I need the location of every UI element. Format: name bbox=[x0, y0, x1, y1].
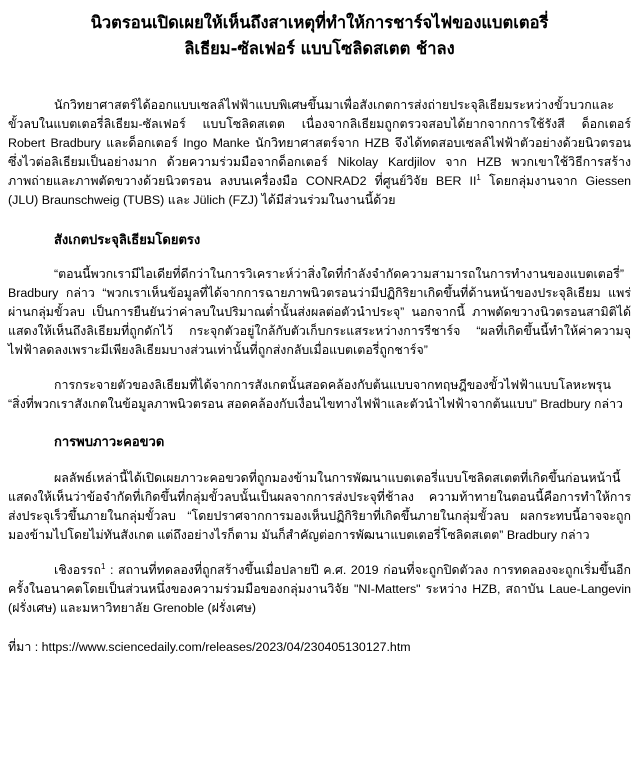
article-body bbox=[8, 96, 631, 657]
source-line bbox=[8, 638, 631, 657]
section-heading-bottleneck: การพบภาวะคอขวด bbox=[54, 434, 165, 449]
footnote bbox=[8, 561, 631, 618]
intro-text-a: นักวิทยาศาสตร์ได้ออกแบบเซลล์ไฟฟ้าแบบพิเศษขึ้นมาเพื่อสังเกตการส่งถ่ายประจุลิเธียมระหว่างขั้วบวกและขั้วลบในแบตเตอรี่ลิเธียม-ซัลเฟอร์ แบบโซลิดสเตต เนื่องจากลิเธียมถูกตรวจสอบได้ยากจากการใช้รังสี ด็อกเตอร์ Robert Bradbury และด็อกเตอร์ Ingo Manke นักวิทยาศาสตร์จาก HZB จึงได้ทดสอบเซลล์ไฟฟ้าตัวอย่างด้วยนิวตรอนซึ่งไวต่อลิเธียมเป็นอย่างมาก ด้วยความร่วมมือจากด็อกเตอร์ Nikolay Kardjilov จาก HZB พวกเขาใช้วิธีการสร้างภาพถ่ายและภาพตัดขวางด้วยนิวตรอน ลงบนเครื่องมือ CONRAD2 ที่ศูนย์วิจัย BER II bbox=[8, 98, 631, 188]
source-url: https://www.sciencedaily.com/releases/2023/04/230405130127.htm bbox=[41, 640, 411, 654]
section1-para1-text: “ตอนนี้พวกเรามีไอเดียที่ดีกว่าในการวิเคราะห์ว่าสิ่งใดที่กำลังจำกัดความสามารถในการทำงานของแบตเตอรี่” Bradbury กล่าว “พวกเราเห็นข้อมูลที่ได้จากการฉายภาพนิวตรอนว่ามีปฏิกิริยาเกิดขึ้นที่ด้านหน้าของประจุลิเธียม แพร่ผ่านกลุ่มขั้วลบ เป็นการยืนยันว่าค่าลบในปริมาณต่ำนั้นส่งผลต่อตัวนำประจุ” นอกจากนี้ ภาพตัดขวางนิวตรอนสามิติได้แสดงให้เห็นถึงลิเธียมที่ถูกดักไว้ กระจุกตัวอยู่ใกล้กับตัวเก็บกระแสระหว่างการรีชาร์จ “ผลที่เกิดขึ้นนี้ทำให้ค่าความจุไฟฟ้าลดลงเพราะมีเพียงลิเธียมบางส่วนเท่านั้นที่ถูกส่งกลับเมื่อแบตเตอรี่ถูกชาร์จ” bbox=[8, 267, 631, 357]
source-label: ที่มา bbox=[8, 640, 32, 654]
article-page bbox=[0, 10, 639, 758]
title-line-2: ลิเธียม-ซัลเฟอร์ แบบโซลิดสเตต ช้าลง bbox=[184, 39, 455, 58]
section2-paragraph-1 bbox=[8, 469, 631, 545]
footnote-text: : สถานที่ทดลองที่ถูกสร้างขึ้นเมื่อปลายปี ค.ศ. 2019 ก่อนที่จะถูกปิดตัวลง การทดลองจะถูกเริ่มขึ้นอีกครั้งในอนาคตโดยเป็นส่วนหนึ่งของความร่วมมือของกลุ่มงานวิจัย "NI-Matters" ระหว่าง HZB, สถาบัน Laue-Langevin (ฝรั่งเศษ) และมหาวิทยาลัย Grenoble (ฝรั่งเศษ) bbox=[8, 563, 631, 615]
section2-para1-text: ผลลัพธ์เหล่านี้ได้เปิดเผยภาวะคอขวดที่ถูกมองข้ามในการพัฒนาแบตเตอรี่แบบโซลิดสเตตที่เกิดขึ้นก่อนหน้านี้ แสดงให้เห็นว่าข้อจำกัดที่เกิดขึ้นที่กลุ่มขั้วลบนั้นเป็นผลจากการส่งประจุที่ช้าลง ความท้าทายในตอนนี้คือการทำให้การส่งประจุเร็วขึ้นภายในกลุ่มขั้วลบ “โดยปราศจากการมองเห็นปฏิกิริยาที่เกิดขึ้นภายในกลุ่มขั้วลบ ผลกระทบนี้อาจจะถูกมองข้ามไปโดยไม่ทันสังเกต แต่ถึงอย่างไรก็ตาม มันก็สำคัญต่อการพัฒนาแบตเตอรี่โซลิดสเตต” Bradbury กล่าว bbox=[8, 471, 631, 542]
intro-text-b: โดยกลุ่มงานจาก Giessen (JLU) Braunschweig (TUBS) และ Jülich (FZJ) ได้มีส่วนร่วมในงานนี้ด้วย bbox=[8, 174, 631, 207]
section1-para2-text: การกระจายตัวของลิเธียมที่ได้จากการสังเกตนั้นสอดคล้องกับต้นแบบจากทฤษฎีของขั้วไฟฟ้าแบบโลหะพรุน “สิ่งที่พวกเราสังเกตในข้อมูลภาพนิวตรอน สอดคล้องกับเงื่อนไขทางไฟฟ้าและตัวนำไฟฟ้าจากต้นแบบ” Bradbury กล่าว bbox=[8, 378, 623, 411]
title-line-1: นิวตรอนเปิดเผยให้เห็นถึงสาเหตุที่ทำให้การชาร์จไฟของแบตเตอรี่ bbox=[90, 13, 549, 32]
intro-paragraph bbox=[8, 96, 631, 210]
section-heading-lithium: สังเกตประจุลิเธียมโดยตรง bbox=[54, 232, 201, 247]
section1-paragraph-1 bbox=[8, 265, 631, 360]
footnote-ref: 1 bbox=[476, 172, 481, 182]
source-separator: : bbox=[31, 640, 42, 654]
article-title bbox=[8, 10, 631, 62]
section1-paragraph-2 bbox=[8, 376, 631, 414]
footnote-label: เชิงอรรถ bbox=[54, 563, 101, 577]
footnote-number: 1 bbox=[100, 561, 106, 571]
